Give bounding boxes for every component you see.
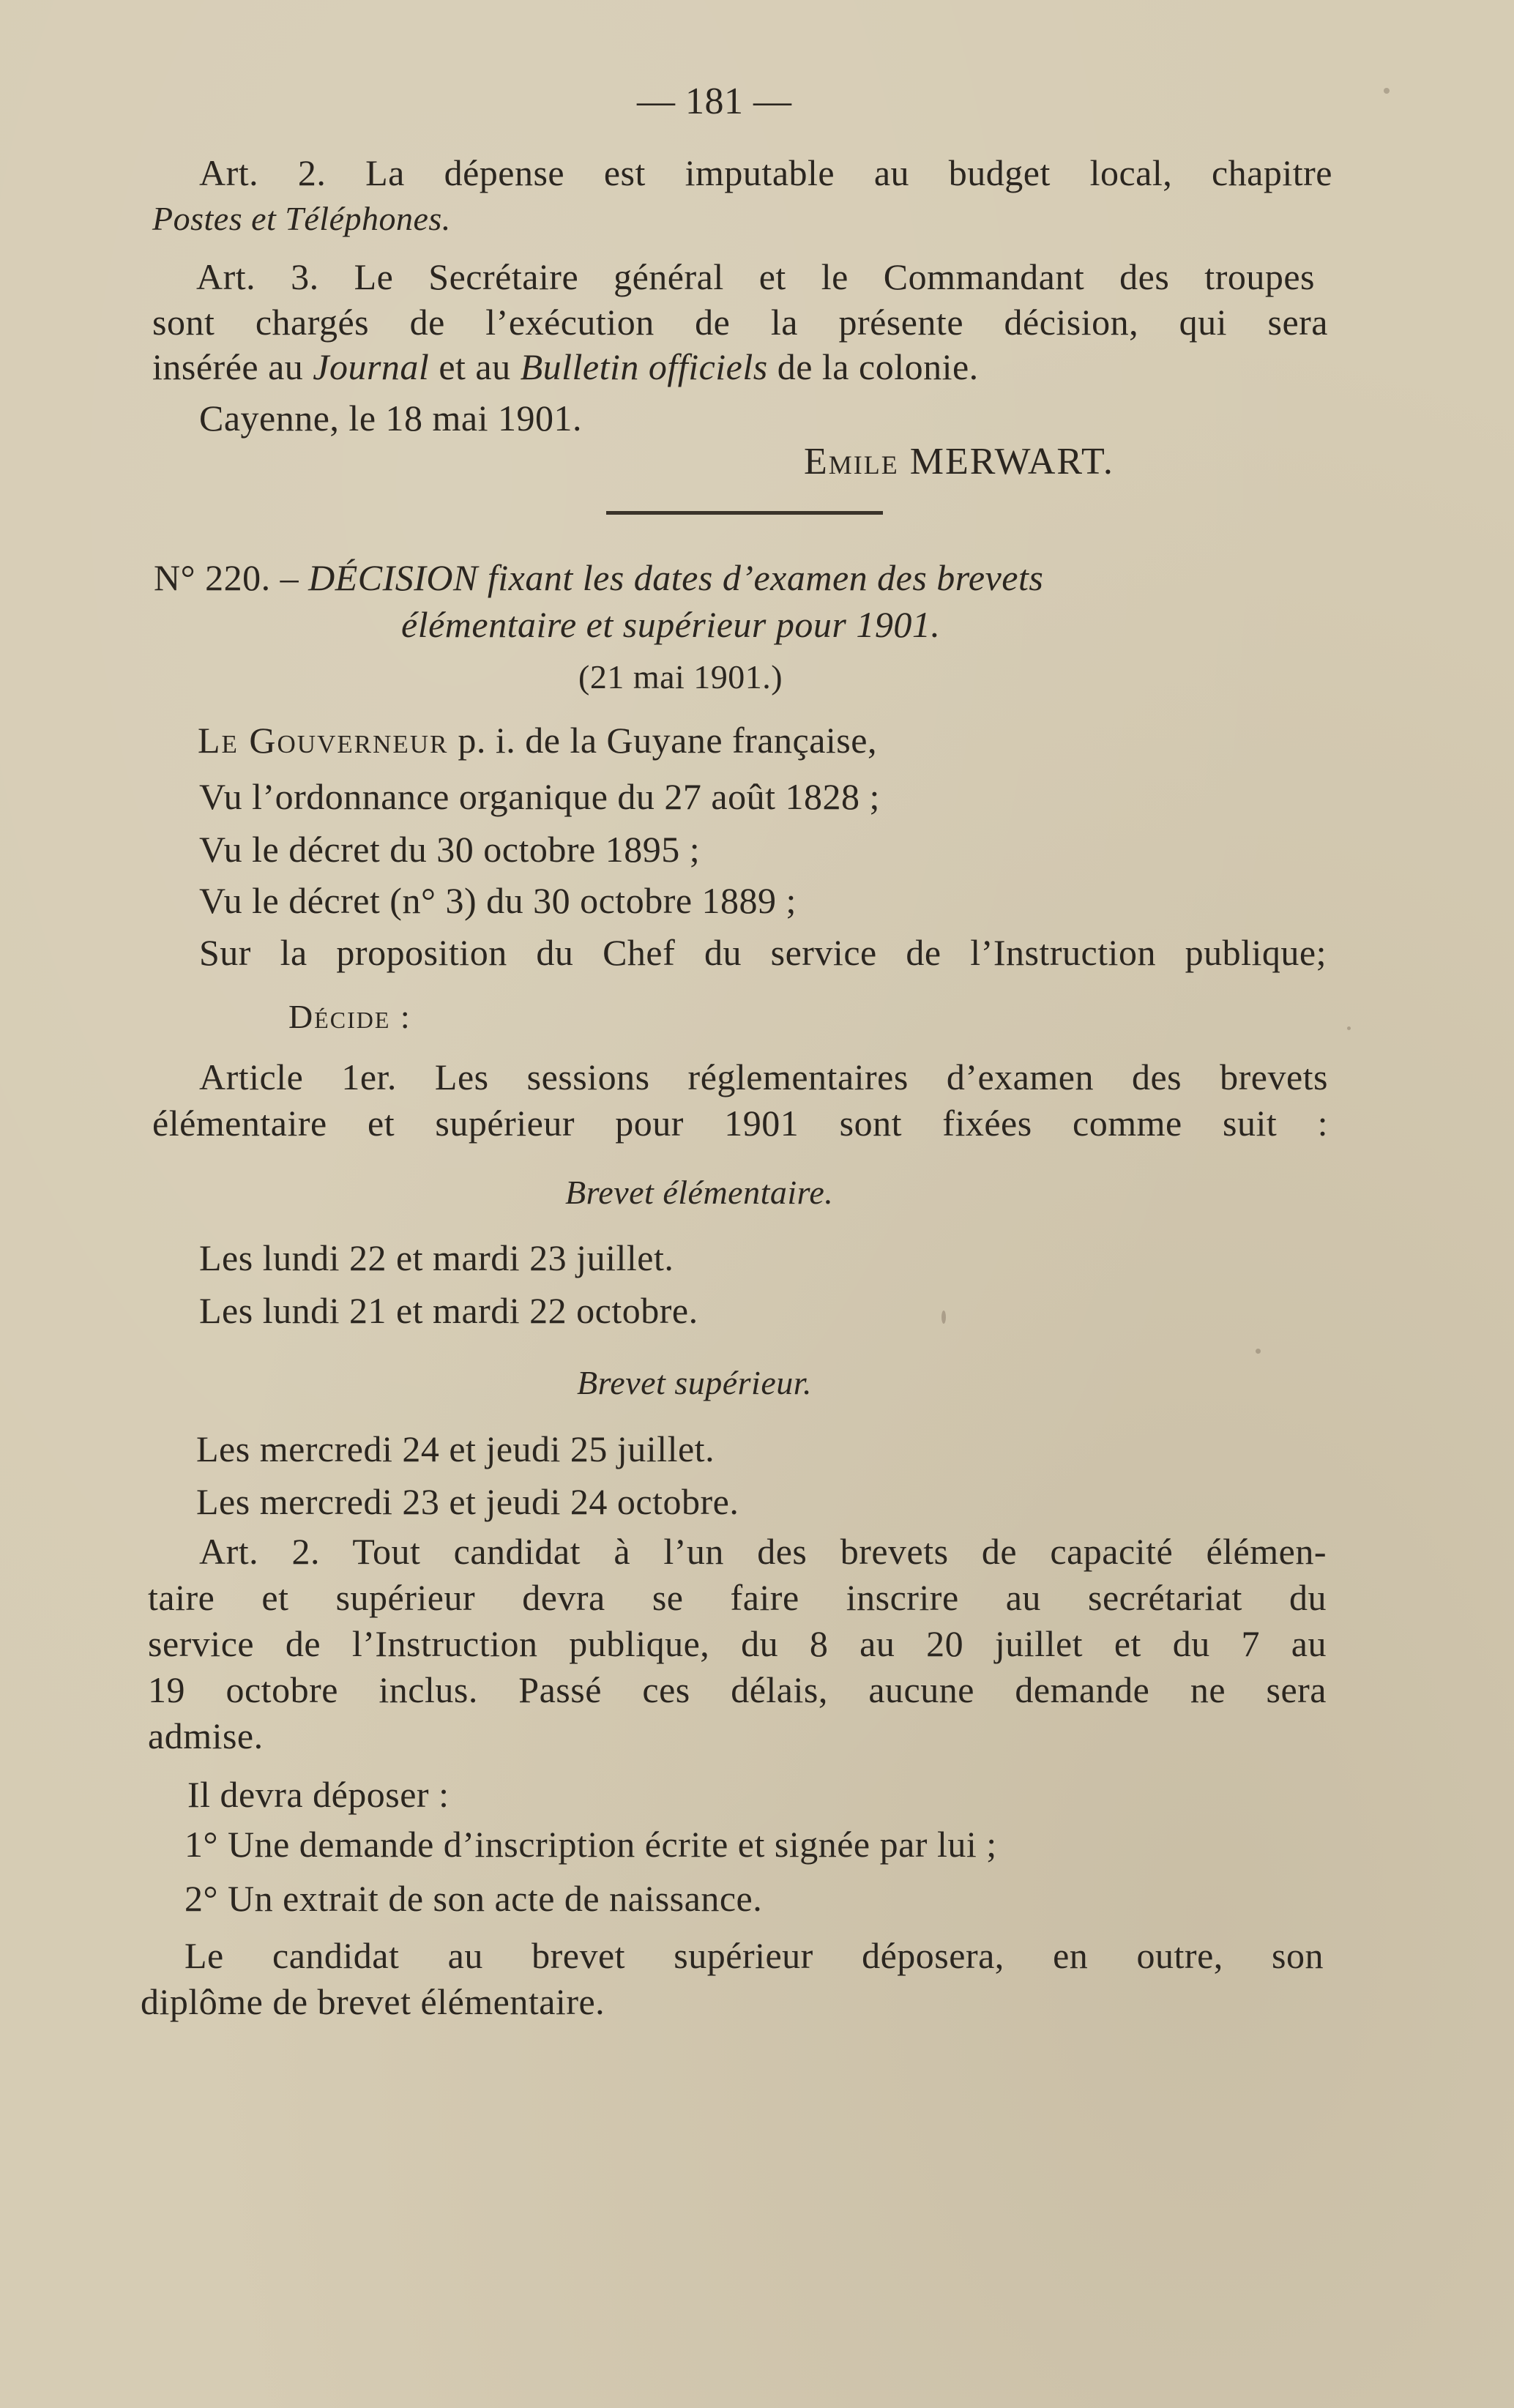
art2-line-2: Postes et Téléphones. <box>152 200 451 237</box>
brevet-superieur-date-2: Les mercredi 23 et jeudi 24 octobre. <box>196 1481 739 1522</box>
art2b-line-3: service de l’Instruction publique, du 8 au 20 juillet et du 7 au <box>148 1623 1327 1664</box>
art3-line-1: Art. 3. Le Secrétaire général et le Commandant des troupes <box>196 256 1315 297</box>
journal-title: Journal <box>313 346 430 387</box>
art2b-line-2: taire et supérieur devra se faire inscrire au secrétariat du <box>148 1577 1327 1618</box>
deposer-item-1: 1° Une demande d’inscription écrite et signée par lui ; <box>184 1824 997 1865</box>
sur-proposition: Sur la proposition du Chef du service de l’Instruction publique; <box>199 932 1327 973</box>
deposer-line-1: Le candidat au brevet supérieur déposera, en outre, son <box>184 1935 1324 1976</box>
paper-speck <box>1384 88 1390 94</box>
signature: Emile MERWART. <box>804 441 1114 482</box>
decide: Décide : <box>288 998 411 1035</box>
paper-speck <box>941 1311 946 1324</box>
art2b-line-4: 19 octobre inclus. Passé ces délais, aucune demande ne sera <box>148 1669 1327 1710</box>
brevet-elementaire-date-2: Les lundi 21 et mardi 22 octobre. <box>199 1290 698 1331</box>
deposer-intro: Il devra déposer : <box>187 1774 450 1815</box>
art3-line-3 <box>152 344 979 389</box>
decision-title: DÉCISION fixant les dates d’examen des brevets <box>308 557 1044 598</box>
governor-rest: p. i. de la Guyane française, <box>448 720 877 761</box>
decision-date: (21 mai 1901.) <box>578 658 783 696</box>
brevet-superieur-heading: Brevet supérieur. <box>577 1364 813 1401</box>
vu-decret-1895: Vu le décret du 30 octobre 1895 ; <box>199 829 701 870</box>
art3-line-3-post: de la colonie. <box>767 346 979 387</box>
section-divider <box>606 511 883 515</box>
decision-title-line-2: élémentaire et supérieur pour 1901. <box>401 604 941 645</box>
vu-ordonnance: Vu l’ordonnance organique du 27 août 1828 ; <box>199 776 880 817</box>
brevet-elementaire-date-1: Les lundi 22 et mardi 23 juillet. <box>199 1237 674 1278</box>
deposer-item-2: 2° Un extrait de son acte de naissance. <box>184 1878 763 1919</box>
art2-line-1: Art. 2. La dépense est imputable au budget local, chapitre <box>199 152 1332 193</box>
paper-speck <box>1347 1026 1351 1030</box>
art2b-line-5: admise. <box>148 1715 264 1756</box>
brevet-superieur-date-1: Les mercredi 24 et jeudi 25 juillet. <box>196 1428 715 1469</box>
art3-line-3-pre: insérée au <box>152 346 313 387</box>
art3-line-2: sont chargés de l’exécution de la présente décision, qui sera <box>152 302 1328 343</box>
article1-line-2: élémentaire et supérieur pour 1901 sont fixées comme suit : <box>152 1103 1328 1144</box>
brevet-elementaire-heading: Brevet élémentaire. <box>565 1174 834 1211</box>
article1-line-1: Article 1er. Les sessions réglementaires d’examen des brevets <box>199 1056 1328 1097</box>
decision-title-line-1 <box>154 555 1043 600</box>
governor-title: Le Gouverneur <box>198 720 449 761</box>
art3-line-3-mid: et au <box>429 346 521 387</box>
page-number: — 181 — <box>637 81 792 122</box>
governor-line <box>198 717 877 763</box>
paper-speck <box>1256 1349 1261 1354</box>
bulletin-title: Bulletin officiels <box>520 346 768 387</box>
place-date: Cayenne, le 18 mai 1901. <box>199 398 582 439</box>
deposer-line-2: diplôme de brevet élémentaire. <box>141 1981 605 2022</box>
vu-decret-1889: Vu le décret (n° 3) du 30 octobre 1889 ; <box>199 880 797 921</box>
art2b-line-1: Art. 2. Tout candidat à l’un des brevets de capacité élémen- <box>199 1531 1327 1572</box>
decision-number: N° 220. – <box>154 557 309 598</box>
